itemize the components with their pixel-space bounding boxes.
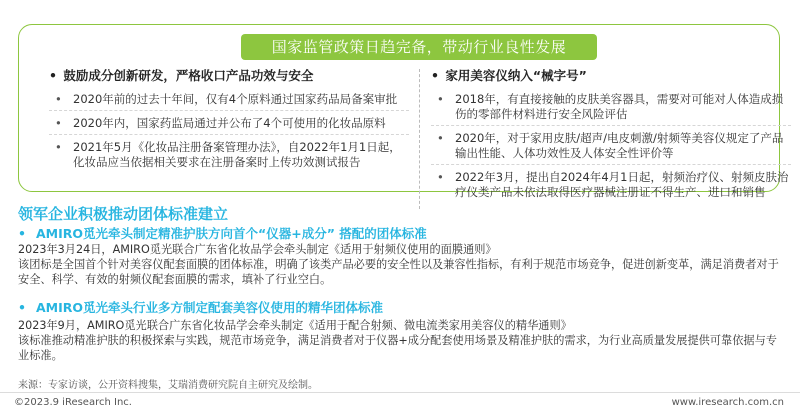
right-column-heading bbox=[431, 65, 791, 87]
bullet-dot: • bbox=[437, 131, 444, 145]
heading-bullet: • bbox=[49, 68, 57, 83]
right-heading-text: 家用美容仪纳入“械字号” bbox=[445, 68, 587, 83]
list-item: • 2020年前的过去十年间，仅有4个原料通过国家药品局备案审批 bbox=[49, 90, 409, 111]
standards-section-title: 领军企业积极推动团体标准建立 bbox=[18, 205, 229, 223]
list-item: • 2022年3月，提出自2024年4月1日起，射频治疗仪、射频皮肤治疗仪类产品未依法取得医疗器械注册证不得生产、进口和销售 bbox=[437, 170, 789, 199]
standard-item-date-line: 2023年9月，AMIRO觅光联合广东省化妆品学会牵头制定《适用于配合射频、微电流类家用美容仪的精华通则》 bbox=[18, 319, 572, 332]
list-item: • 2020年，对于家用皮肤/超声/电皮刺激/射频等美容仪规定了产品输出性能、人体功效性及人体安全性评价等 bbox=[431, 129, 791, 165]
bullet-dot: • bbox=[55, 116, 62, 130]
list-item: • 2020年内，国家药监局通过并公布了4个可使用的化妆品原料 bbox=[49, 114, 409, 135]
source-note: 来源：专家访谈，公开资料搜集，艾瑞消费研究院自主研究及绘制。 bbox=[18, 380, 318, 391]
standard-item-heading: • AMIRO觅光牵头制定精准护肤方向首个“仪器+成分” 搭配的团体标准 bbox=[18, 226, 427, 241]
right-column bbox=[431, 65, 791, 206]
policy-box-title: 国家监管政策日趋完备，带动行业良性发展 bbox=[241, 34, 597, 60]
standard-item-date-line: 2023年3月24日，AMIRO觅光联合广东省化妆品学会牵头制定《适用于射频仪使用的面膜通则》 bbox=[18, 243, 497, 256]
heading-bullet: • bbox=[18, 226, 26, 241]
copyright-text: ©2023.9 iResearch Inc. bbox=[14, 397, 132, 408]
website-link[interactable]: www.iresearch.com.cn bbox=[671, 397, 784, 408]
column-divider bbox=[419, 69, 420, 209]
footer-divider bbox=[0, 392, 800, 393]
list-item: • 2018年，有直接接触的皮肤美容器具，需要对可能对人体造成损伤的零部件材料进行安全风险评估 bbox=[431, 90, 791, 126]
left-bullet-list bbox=[49, 90, 409, 173]
standard-item-1 bbox=[18, 226, 788, 287]
standard-item-2 bbox=[18, 300, 788, 363]
bullet-dot: • bbox=[55, 140, 62, 154]
bullet-dot: • bbox=[437, 92, 444, 106]
bullet-dot: • bbox=[437, 170, 444, 184]
standard-item-heading: • AMIRO觅光牵头行业多方制定配套美容仪使用的精华团体标准 bbox=[18, 300, 384, 315]
left-column-heading bbox=[49, 65, 409, 87]
policy-box bbox=[18, 24, 789, 199]
standard-item-body: 该标准推动精准护肤的积极探索与实践，规范市场竞争，满足消费者对于仪器+成分配套使用场景及精准护肤的需求，为行业高质量发展提供可靠依据与专业标准。 bbox=[18, 334, 777, 362]
left-heading-text: 鼓励成分创新研发，严格收口产品功效与安全 bbox=[63, 68, 314, 83]
left-column bbox=[49, 65, 409, 176]
bullet-dot: • bbox=[55, 92, 62, 106]
standard-item-body: 该团标是全国首个针对美容仪配套面膜的团体标准，明确了该类产品必要的安全性以及兼容性指标，有利于规范市场竞争，促进创新变革，满足消费者对于安全、科学、有效的射频仪配套面膜的需求，填补了行业空白。 bbox=[18, 258, 779, 286]
right-bullet-list bbox=[431, 90, 791, 203]
heading-bullet: • bbox=[431, 68, 439, 83]
heading-bullet: • bbox=[18, 300, 26, 315]
list-item: • 2021年5月《化妆品注册备案管理办法》，自2022年1月1日起，化妆品应当依据相关要求在注册备案时上传功效测试报告 bbox=[55, 140, 401, 169]
